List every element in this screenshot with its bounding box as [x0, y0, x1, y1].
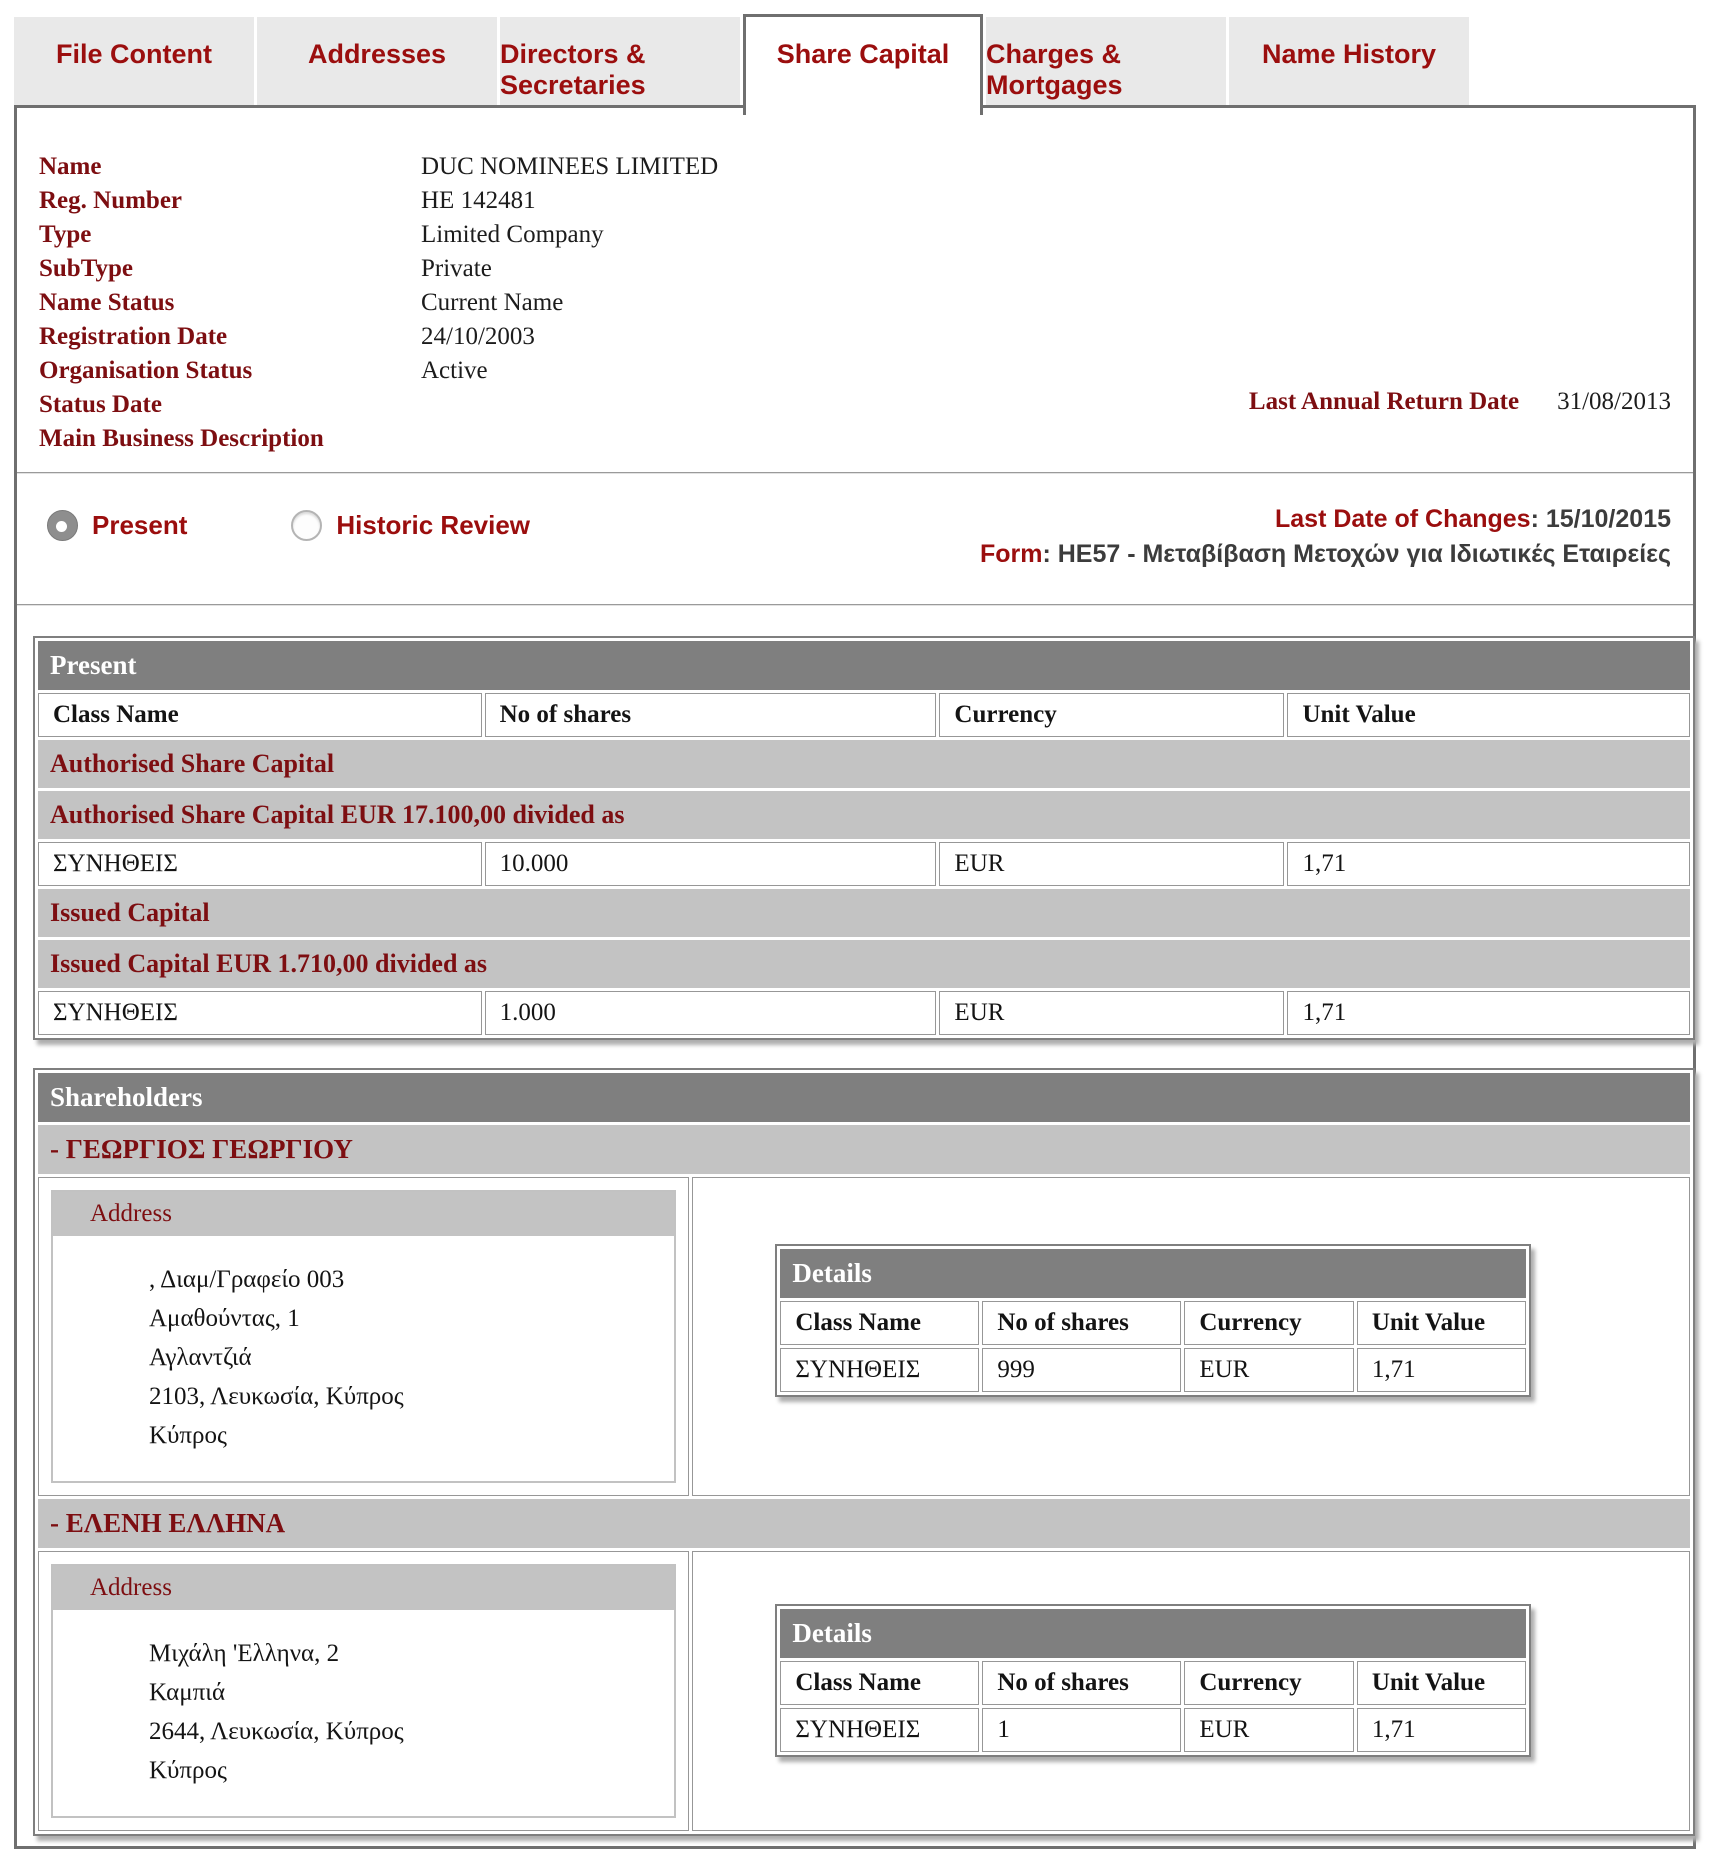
column-header-no-of-shares: No of shares — [485, 693, 937, 737]
address-line: Μιχάλη 'Ελληνα, 2 — [149, 1640, 340, 1667]
address-line: Αμαθούντας, 1 — [149, 1305, 300, 1332]
shareholder-content-row — [38, 1177, 1690, 1496]
info-row-main-business — [39, 422, 1673, 456]
address-box — [51, 1564, 676, 1818]
tab-label: Name History — [1261, 39, 1437, 69]
info-row-subtype — [39, 252, 1673, 286]
field-label: Main Business Description — [39, 425, 324, 452]
column-header-unit-value: Unit Value — [1357, 1301, 1527, 1345]
present-radio-label: Present — [92, 510, 188, 540]
authorised-currency-cell: EUR — [939, 842, 1284, 886]
shareholder-details-table — [775, 1244, 1531, 1397]
details-unit-value-cell: 1,71 — [1357, 1348, 1527, 1392]
address-line: Κύπρος — [149, 1422, 227, 1449]
historic-review-radio[interactable] — [291, 510, 530, 541]
issued-shares-cell: 1.000 — [485, 991, 937, 1035]
table-row — [780, 1708, 1526, 1752]
shareholder-name-row[interactable]: - ΕΛΕΝΗ ΕΛΛΗΝΑ — [38, 1499, 1690, 1548]
column-header-no-of-shares: No of shares — [982, 1301, 1181, 1345]
info-row-reg-number — [39, 184, 1673, 218]
address-line: 2644, Λευκωσία, Κύπρος — [149, 1718, 404, 1745]
present-table-header-row — [38, 693, 1690, 737]
address-line: , Διαμ/Γραφείο 003 — [149, 1266, 345, 1293]
present-radio-circle-icon[interactable] — [47, 510, 78, 541]
address-box-title: Address — [53, 1566, 674, 1610]
last-date-of-changes-value: 15/10/2015 — [1545, 505, 1671, 533]
shareholder-name-row[interactable]: - ΓΕΩΡΓΙΟΣ ΓΕΩΡΓΙΟΥ — [38, 1125, 1690, 1174]
details-table-title: Details — [780, 1609, 1526, 1658]
form-line — [980, 537, 1671, 572]
name-status-value: Current Name — [421, 289, 564, 316]
tab-label: File Content — [56, 39, 212, 69]
authorised-shares-cell: 10.000 — [485, 842, 937, 886]
info-row-type — [39, 218, 1673, 252]
shareholder-details-cell — [692, 1177, 1690, 1496]
last-annual-return-value: 31/08/2013 — [1557, 388, 1671, 415]
field-label: Name Status — [39, 289, 175, 316]
address-line: Αγλαντζιά — [149, 1344, 252, 1371]
last-date-of-changes-line — [980, 502, 1671, 537]
company-name-value: DUC NOMINEES LIMITED — [421, 153, 719, 180]
issued-unit-value-cell: 1,71 — [1287, 991, 1690, 1035]
form-label: Form — [979, 540, 1043, 568]
details-header-row — [780, 1301, 1526, 1345]
tab-name-history[interactable] — [1229, 17, 1469, 105]
shareholders-table-title: Shareholders — [38, 1073, 1690, 1122]
historic-review-radio-label: Historic Review — [336, 510, 531, 540]
tab-share-capital[interactable] — [743, 14, 983, 115]
address-line: 2103, Λευκωσία, Κύπρος — [149, 1383, 404, 1410]
shareholder-content-row — [38, 1551, 1690, 1831]
details-header-row — [780, 1661, 1526, 1705]
issued-class-name-cell: ΣΥΝΗΘΕΙΣ — [38, 991, 482, 1035]
authorised-capital-section-subtitle: Authorised Share Capital EUR 17.100,00 divided as — [38, 791, 1690, 839]
authorised-capital-section-title: Authorised Share Capital — [38, 740, 1690, 788]
issued-capital-section-subtitle: Issued Capital EUR 1.710,00 divided as — [38, 940, 1690, 988]
column-header-class-name: Class Name — [780, 1301, 979, 1345]
address-box — [51, 1190, 676, 1483]
shareholder-details-table — [775, 1604, 1531, 1757]
details-unit-value-cell: 1,71 — [1357, 1708, 1527, 1752]
table-row — [38, 991, 1690, 1035]
share-capital-panel — [14, 105, 1696, 1849]
field-label: Name — [39, 153, 102, 180]
details-currency-cell: EUR — [1184, 1348, 1354, 1392]
field-label: Reg. Number — [39, 187, 183, 214]
last-date-of-changes-separator: : — [1530, 505, 1546, 533]
column-header-currency: Currency — [1184, 1301, 1354, 1345]
table-row — [38, 842, 1690, 886]
last-annual-return-label: Last Annual Return Date — [1248, 388, 1520, 415]
last-annual-return-row — [1249, 388, 1671, 416]
section-divider — [17, 604, 1693, 606]
address-lines — [53, 1610, 674, 1816]
tab-bar — [0, 0, 1710, 105]
present-table-title: Present — [38, 641, 1690, 690]
column-header-currency: Currency — [939, 693, 1284, 737]
column-header-currency: Currency — [1184, 1661, 1354, 1705]
tab-directors-secretaries[interactable] — [500, 17, 740, 105]
form-value: HE57 - Μεταβίβαση Μετοχών για Ιδιωτικές Εταιρείες — [1057, 540, 1671, 568]
column-header-class-name: Class Name — [38, 693, 482, 737]
address-box-title: Address — [53, 1192, 674, 1236]
view-controls-section — [17, 474, 1693, 588]
issued-currency-cell: EUR — [939, 991, 1284, 1035]
changes-info-block — [980, 502, 1671, 572]
tab-label: Addresses — [307, 39, 447, 69]
issued-capital-section-title: Issued Capital — [38, 889, 1690, 937]
column-header-no-of-shares: No of shares — [982, 1661, 1181, 1705]
column-header-unit-value: Unit Value — [1357, 1661, 1527, 1705]
column-header-class-name: Class Name — [780, 1661, 979, 1705]
address-lines — [53, 1236, 674, 1481]
registration-date-value: 24/10/2003 — [421, 323, 535, 350]
view-mode-radio-group — [47, 502, 530, 572]
reg-number-value: HE 142481 — [421, 187, 536, 214]
form-separator: : — [1042, 540, 1058, 568]
info-row-name-status — [39, 286, 1673, 320]
details-shares-cell: 999 — [982, 1348, 1181, 1392]
details-class-name-cell: ΣΥΝΗΘΕΙΣ — [780, 1348, 979, 1392]
organisation-status-value: Active — [421, 357, 488, 384]
type-value: Limited Company — [421, 221, 604, 248]
info-row-organisation-status — [39, 354, 1673, 388]
details-shares-cell: 1 — [982, 1708, 1181, 1752]
tab-label: Directors & Secretaries — [500, 39, 646, 100]
info-row-registration-date — [39, 320, 1673, 354]
present-capital-table — [33, 636, 1695, 1040]
tab-label: Share Capital — [776, 39, 950, 69]
table-row — [780, 1348, 1526, 1392]
shareholder-details-cell — [692, 1551, 1690, 1831]
details-class-name-cell: ΣΥΝΗΘΕΙΣ — [780, 1708, 979, 1752]
tab-charges-mortgages[interactable] — [986, 17, 1226, 105]
tab-addresses[interactable] — [257, 17, 497, 105]
field-label: SubType — [39, 255, 134, 282]
details-table-title: Details — [780, 1249, 1526, 1298]
details-currency-cell: EUR — [1184, 1708, 1354, 1752]
authorised-class-name-cell: ΣΥΝΗΘΕΙΣ — [38, 842, 482, 886]
company-info-section — [17, 108, 1693, 456]
last-date-of-changes-label: Last Date of Changes — [1274, 505, 1531, 533]
field-label: Organisation Status — [39, 357, 253, 384]
shareholders-table — [33, 1068, 1695, 1836]
subtype-value: Private — [421, 255, 492, 282]
field-label: Type — [39, 221, 92, 248]
address-line: Κύπρος — [149, 1757, 227, 1784]
field-label: Status Date — [39, 391, 162, 418]
shareholder-address-cell — [38, 1551, 689, 1831]
shareholder-address-cell — [38, 1177, 689, 1496]
historic-review-radio-circle-icon[interactable] — [291, 510, 322, 541]
authorised-unit-value-cell: 1,71 — [1287, 842, 1690, 886]
info-row-name — [39, 150, 1673, 184]
column-header-unit-value: Unit Value — [1287, 693, 1690, 737]
field-label: Registration Date — [39, 323, 228, 350]
address-line: Καμπιά — [149, 1679, 226, 1706]
tab-label: Charges & Mortgages — [986, 39, 1123, 100]
present-radio[interactable] — [47, 510, 187, 541]
tab-file-content[interactable] — [14, 17, 254, 105]
